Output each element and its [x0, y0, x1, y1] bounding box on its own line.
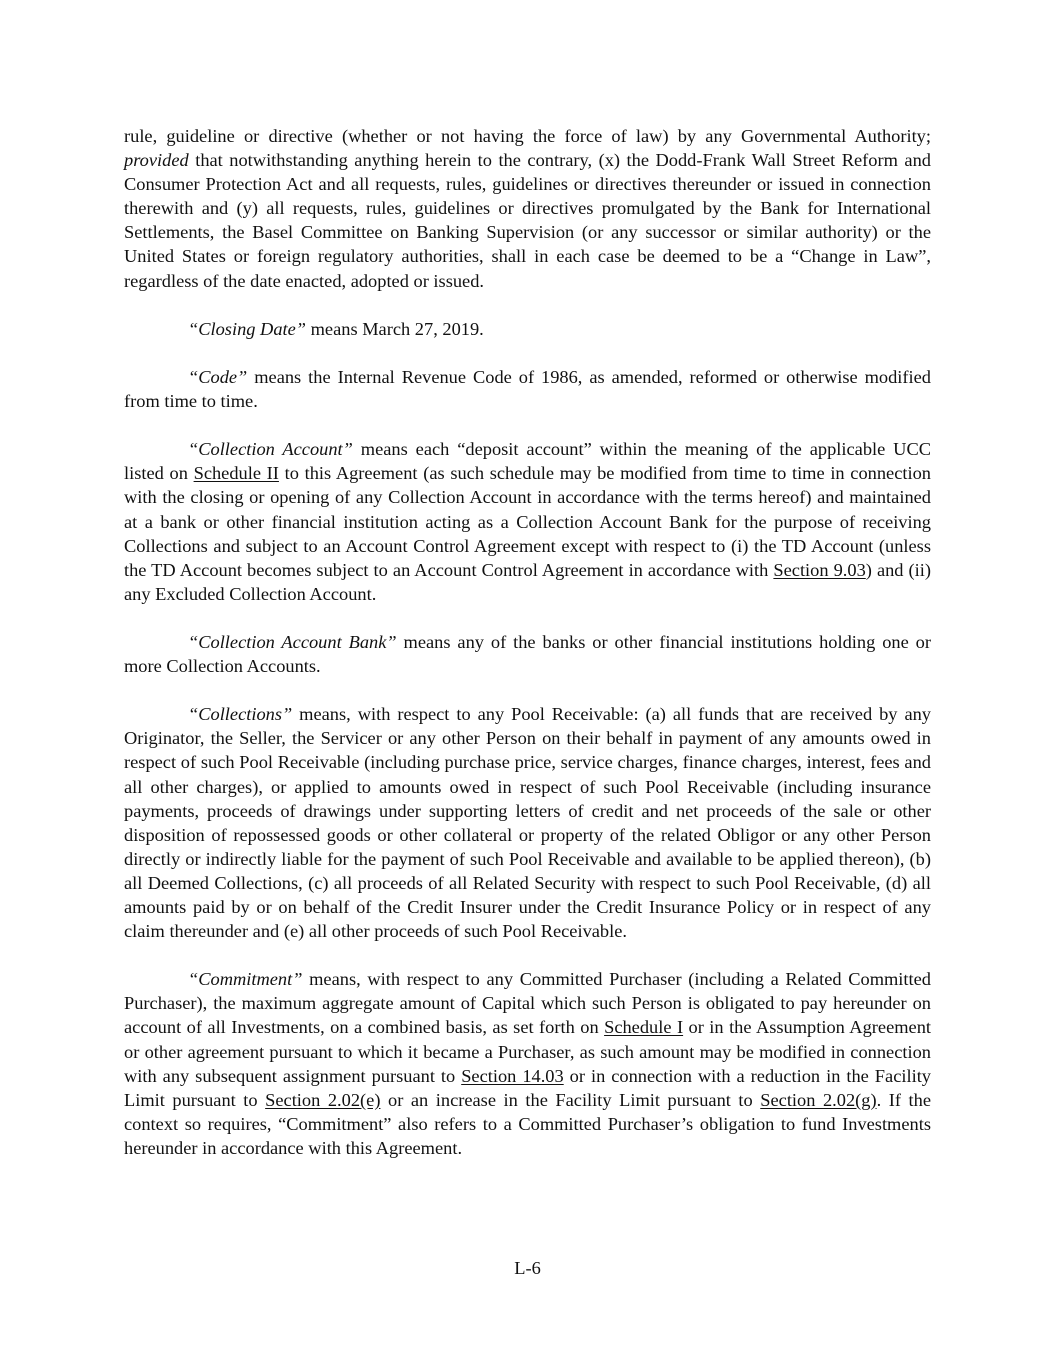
- definition-text: or in the Assumption Agreement or other agreement pursuant to which it became a Purchaser, as such amount may be modified in connection with any subsequent assignment pursuant to: [124, 1017, 931, 1086]
- definition-closing-date: [124, 317, 931, 341]
- paragraph-change-in-law-continuation: [124, 124, 931, 293]
- defined-term: “Collections”: [188, 704, 293, 725]
- definition-text: means, with respect to any Committed Purchaser (including a Related Committed Purchaser), the maximum aggregate amount of Capital which such Person is obligated to pay hereunder on account of all Investments, on a combined basis, as set forth on: [124, 969, 931, 1038]
- definition-text: means any of the banks or other financial institutions holding one or more Collection Accounts.: [124, 631, 931, 677]
- defined-term: “Collection Account”: [188, 439, 353, 460]
- definition-collections: [124, 702, 931, 943]
- definition-text: means each “deposit account” within the meaning of the applicable UCC listed on: [124, 439, 931, 484]
- defined-term: “Code”: [188, 366, 248, 387]
- section-14-03-reference: Section 14.03: [461, 1065, 564, 1086]
- defined-term: “Collection Account Bank”: [188, 631, 397, 652]
- definition-collection-account: [124, 437, 931, 606]
- document-page: [124, 124, 931, 1160]
- definition-text: to this Agreement (as such schedule may be modified from time to time in connection with the closing or opening of any Collection Account in accordance with the terms hereof) and maintained at a bank or other financial institution acting as a Collection Account Bank for the purpose of receiving Collections and subject to an Account Control Agreement except with respect to (i) the TD Account (unless the TD Account becomes subject to an Account Control Agreement in accordance with: [124, 463, 931, 580]
- defined-term: “Closing Date”: [188, 318, 307, 339]
- paragraph-text: that notwithstanding anything herein to the contrary, (x) the Dodd-Frank Wall Street Reform and Consumer Protection Act and all requests, rules, guidelines or directives thereunder or issued in connection therewith and (y) all requests, rules, guidelines or directives promulgated by the Bank for International Settlements, the Basel Committee on Banking Supervision (or any successor or similar authority) or the United States or foreign regulatory authorities, shall in each case be deemed to be a “Change in Law”, regardless of the date enacted, adopted or issued.: [124, 150, 931, 291]
- definition-text: means March 27, 2019.: [306, 318, 484, 339]
- definition-commitment: [124, 967, 931, 1160]
- provided-emphasis: provided: [124, 150, 189, 171]
- definition-code: [124, 365, 931, 413]
- schedule-ii-reference: Schedule II: [193, 463, 279, 484]
- definition-text: . If the context so requires, “Commitment” also refers to a Committed Purchaser’s obligation to fund Investments hereunder in accordance with this Agreement.: [124, 1089, 932, 1158]
- definition-collection-account-bank: [124, 630, 931, 678]
- definition-text: ) and (ii) any Excluded Collection Account.: [124, 559, 932, 604]
- schedule-i-reference: Schedule I: [604, 1017, 684, 1038]
- paragraph-text: rule, guideline or directive (whether or not having the force of law) by any Governmental Authority;: [124, 126, 931, 146]
- definition-text: means, with respect to any Pool Receivable: (a) all funds that are received by any Originator, the Seller, the Servicer or any other Person on their behalf in payment of any amounts owed in respect of such Pool Receivable (including purchase price, service charges, finance charges, interest, fees and all other charges), or applied to amounts owed in respect of such Pool Receivable (including insurance payments, proceeds of drawings under supporting letters of credit and net proceeds of the sale or other disposition of repossessed goods or other collateral or property of the related Obligor or any other Person directly or indirectly liable for the payment of such Pool Receivable and available to be applied thereon), (b) all Deemed Collections, (c) all proceeds of all Related Security with respect to such Pool Receivable, (d) all amounts paid by or on behalf of the Credit Insurer under the Credit Insurance Policy or in respect of any claim thereunder and (e) all other proceeds of such Pool Receivable.: [124, 704, 931, 942]
- page-number: L-6: [514, 1258, 541, 1278]
- section-9-03-reference: Section 9.03: [773, 559, 866, 580]
- defined-term: “Commitment”: [188, 969, 303, 990]
- section-2-02-g-reference: Section 2.02(g): [760, 1089, 877, 1110]
- definition-text: means the Internal Revenue Code of 1986, as amended, reformed or otherwise modified from time to time.: [124, 366, 931, 412]
- definition-text: or an increase in the Facility Limit pursuant to: [380, 1089, 761, 1110]
- section-2-02-e-reference: Section 2.02(e): [265, 1089, 381, 1110]
- definition-text: or in connection with a reduction in the Facility Limit pursuant to: [124, 1065, 931, 1110]
